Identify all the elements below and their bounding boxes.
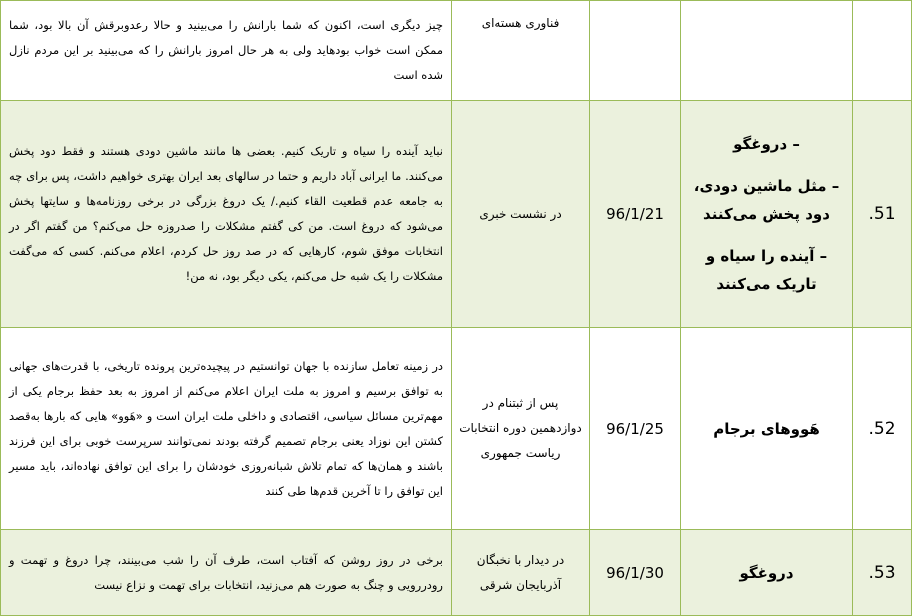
row-date: 96/1/21 <box>590 101 681 328</box>
row-number <box>853 1 912 101</box>
title-item: – مثل ماشین دودی، دود پخش می‌کنند <box>693 177 840 223</box>
title-item: – آینده را سیاه و تاریک می‌کنند <box>705 247 828 293</box>
table-row <box>1 530 912 616</box>
row-place: پس از ثبتنام در دوازدهمین دوره انتخابات ریاست جمهوری <box>452 328 590 530</box>
row-number: 51. <box>853 101 912 328</box>
statement-title <box>681 530 853 616</box>
row-description: برخی در روز روشن که آفتاب است، طرف آن را شب می‌بینند، چرا دروغ و تهمت و رودررویی و چنگ به صورت هم می‌زنید، انتخابات برای تهمت و نزاع نیست <box>1 530 452 616</box>
title-item: دروغگو <box>739 563 794 582</box>
row-description: نباید آینده را سیاه و تاریک کنیم. بعضی ها مانند ماشین دودی هستند و فقط دود پخش می‌کنند. ما ایرانی آباد داریم و حتما در سالهای بعد ایران بهتری خواهیم داشت، پس برای چه به جامعه عدم قطعیت القاء کنیم./ یک دروغ بزرگی در برخی روزنامه‌ها و سایتها پخش می‌شود که دروغ است. من کی گفتم مشکلات را صدروزه حل می‌کنم؟ من گفتم اگر در انتخابات موفق شوم، کارهایی که در صد روز حل کردم، اعلام می‌کنم. کسی که می‌گفت مشکلات را یک شبه حل می‌کنم، یکی دیگر بود، نه من! <box>1 101 452 328</box>
row-place: فناوری هسته‌ای <box>452 1 590 101</box>
statement-title <box>681 101 853 328</box>
title-item: – دروغگو <box>733 135 800 153</box>
row-place: در نشست خبری <box>452 101 590 328</box>
row-place: در دیدار با نخبگان آذربایجان شرقی <box>452 530 590 616</box>
row-number: 52. <box>853 328 912 530</box>
statement-title <box>681 1 853 101</box>
title-item: هَووهای برجام <box>713 419 820 438</box>
row-number: 53. <box>853 530 912 616</box>
statement-title <box>681 328 853 530</box>
row-description: چیز دیگری است، اکنون که شما بارانش را می‌بینید و حالا رعدوبرقش آن بالا بود، شما ممکن است خواب بودهاید ولی به هر حال امروز بارانش را که می‌بینید بر این مردم نازل شده است <box>1 1 452 101</box>
row-date: 96/1/25 <box>590 328 681 530</box>
table-row <box>1 101 912 328</box>
row-description: در زمینه تعامل سازنده با جهان توانستیم در پیچیده‌ترین پرونده تاریخی، با قدرت‌های جهانی به توافق برسیم و امروز به ملت ایران اعلام می‌کنم از امروز به بعد حفظ برجام یکی از مهم‌ترین مسائل سیاسی، اقتصادی و داخلی ملت ایران است و «هَوو» هایی که بارها به‌قصد کشتن این نوزاد یعنی برجام تصمیم گرفته بودند نمی‌توانند سرپرست خوبی برای این فرزند باشند و همان‌ها که تمام تلاش شبانه‌روزی خودشان را برای این توافق نهاده‌اند، باید مسیر این توافق را تا آخرین قدم‌ها طی کنند <box>1 328 452 530</box>
row-date: 96/1/30 <box>590 530 681 616</box>
table-row <box>1 1 912 101</box>
row-date <box>590 1 681 101</box>
table-row <box>1 328 912 530</box>
